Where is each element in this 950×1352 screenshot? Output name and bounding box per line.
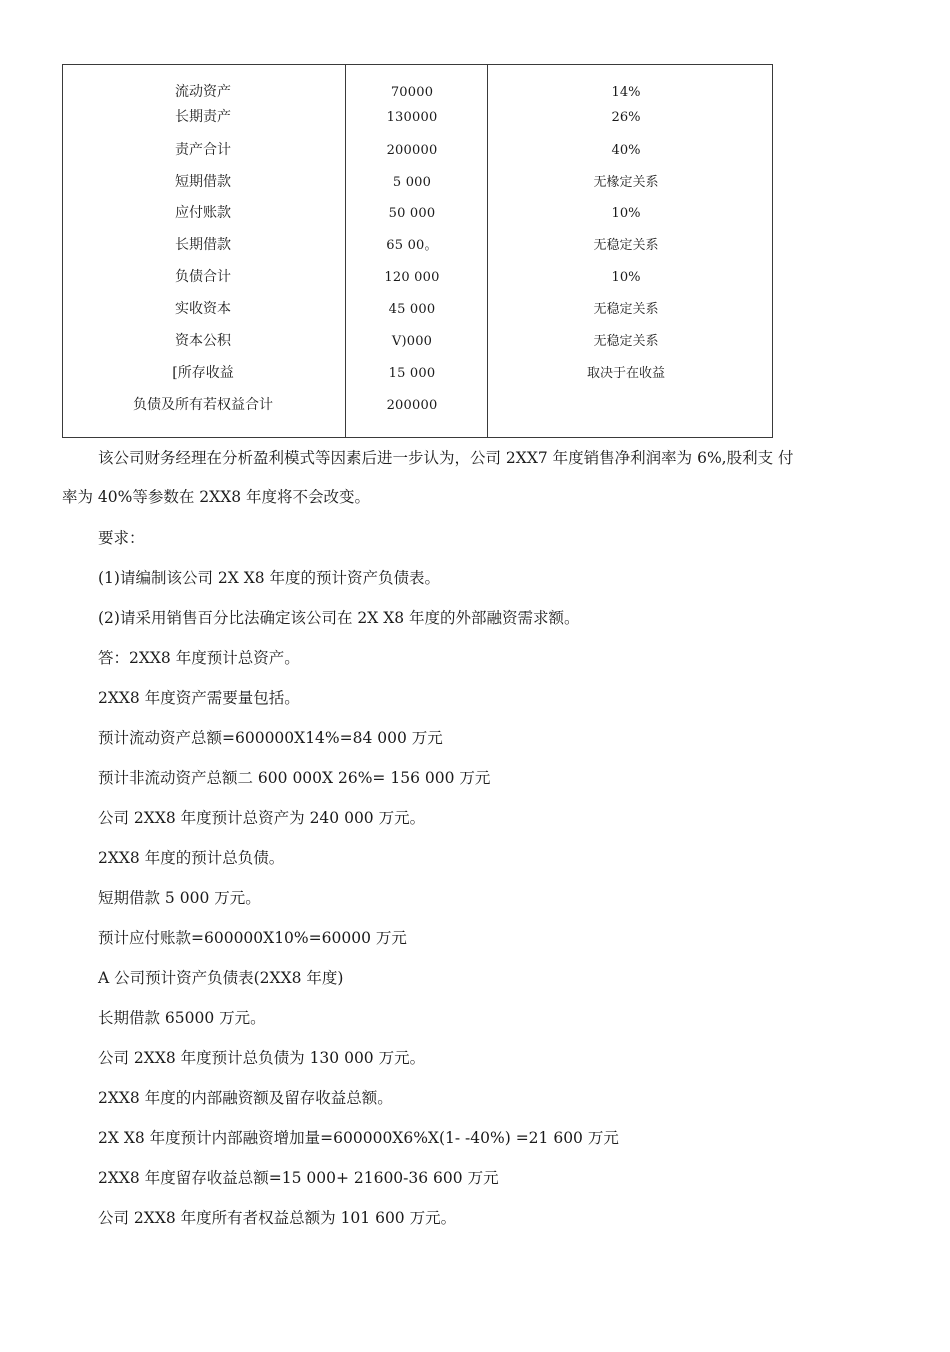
row-item-label: 应付账款 — [175, 205, 231, 221]
balance-sheet-table — [62, 64, 773, 438]
row-amount-value: 130000 — [386, 110, 438, 125]
paragraph: 2XX8 年度留存收益总额=15 000+ 21600-36 600 万元 — [98, 1169, 499, 1187]
row-amount-value: 65 00。 — [386, 238, 438, 253]
row-amount-value: 200000 — [386, 143, 438, 158]
paragraph: 预计流动资产总额=600000X14%=84 000 万元 — [98, 729, 443, 747]
paragraph: A 公司预计资产负债表(2XX8 年度) — [98, 969, 344, 987]
paragraph: 要求： — [98, 529, 145, 547]
row-amount-value: 45 000 — [388, 302, 436, 317]
row-ratio-value: 无稳定关系 — [593, 302, 659, 317]
paragraph: 2XX8 年度的预计总负债。 — [98, 849, 285, 867]
column-divider-1 — [345, 65, 346, 437]
row-amount-value: 70000 — [390, 85, 434, 100]
paragraph: 长期借款 65000 万元。 — [98, 1009, 266, 1027]
paragraph: 预计应付账款=600000X10%=60000 万元 — [98, 929, 407, 947]
row-item-label: 责产合计 — [175, 142, 231, 158]
row-item-label: 负债及所有若权益合计 — [133, 397, 273, 413]
row-ratio-value: 10% — [611, 206, 641, 221]
row-item-label: 长期借款 — [175, 237, 231, 253]
paragraph: 率为 40%等参数在 2XX8 年度将不会改变。 — [62, 488, 371, 506]
row-amount-value: V)000 — [391, 334, 433, 349]
paragraph: 公司 2XX8 年度预计总资产为 240 000 万元。 — [98, 809, 426, 827]
paragraph: 公司 2XX8 年度预计总负债为 130 000 万元。 — [98, 1049, 426, 1067]
paragraph: 该公司财务经理在分析盈利模式等因素后进一步认为，公司 2XX7 年度销售净利润率为 6%,股利支 付 — [98, 449, 794, 467]
row-item-label: 实收资本 — [175, 301, 231, 317]
paragraph: 2X X8 年度预计内部融资增加量=600000X6%X(1- -40%) =21 600 万元 — [98, 1129, 619, 1147]
row-item-label: 短期借款 — [175, 174, 231, 190]
row-item-label: 资本公积 — [175, 333, 231, 349]
row-ratio-value: 40% — [611, 143, 641, 158]
row-ratio-value: 10% — [611, 270, 641, 285]
row-ratio-value: 14% — [611, 85, 641, 100]
row-ratio-value: 无椽定关系 — [593, 175, 659, 190]
paragraph: 短期借款 5 000 万元。 — [98, 889, 261, 907]
row-item-label: 负债合计 — [175, 269, 231, 285]
paragraph: 预计非流动资产总额二 600 000X 26%= 156 000 万元 — [98, 769, 491, 787]
column-divider-2 — [487, 65, 488, 437]
paragraph: 2XX8 年度资产需要量包括。 — [98, 689, 300, 707]
row-item-label: 长期责产 — [175, 109, 231, 125]
row-amount-value: 120 000 — [384, 270, 440, 285]
row-ratio-value: 取决于在收益 — [586, 366, 666, 381]
row-item-label: 流动资产 — [175, 84, 231, 100]
row-ratio-value: 26% — [611, 110, 641, 125]
paragraph: (2)请采用销售百分比法确定该公司在 2X X8 年度的外部融资需求额。 — [98, 609, 580, 627]
row-ratio-value: 无稳定关系 — [593, 238, 659, 253]
paragraph: 2XX8 年度的内部融资额及留存收益总额。 — [98, 1089, 393, 1107]
row-amount-value: 15 000 — [388, 366, 436, 381]
row-item-label: [所存收益 — [172, 365, 234, 381]
row-amount-value: 200000 — [386, 398, 438, 413]
row-amount-value: 5 000 — [392, 175, 432, 190]
paragraph: (1)请编制该公司 2X X8 年度的预计资产负债表。 — [98, 569, 441, 587]
paragraph: 答：2XX8 年度预计总资产。 — [98, 649, 300, 667]
row-amount-value: 50 000 — [388, 206, 436, 221]
paragraph: 公司 2XX8 年度所有者权益总额为 101 600 万元。 — [98, 1209, 457, 1227]
row-ratio-value: 无稳定关系 — [593, 334, 659, 349]
